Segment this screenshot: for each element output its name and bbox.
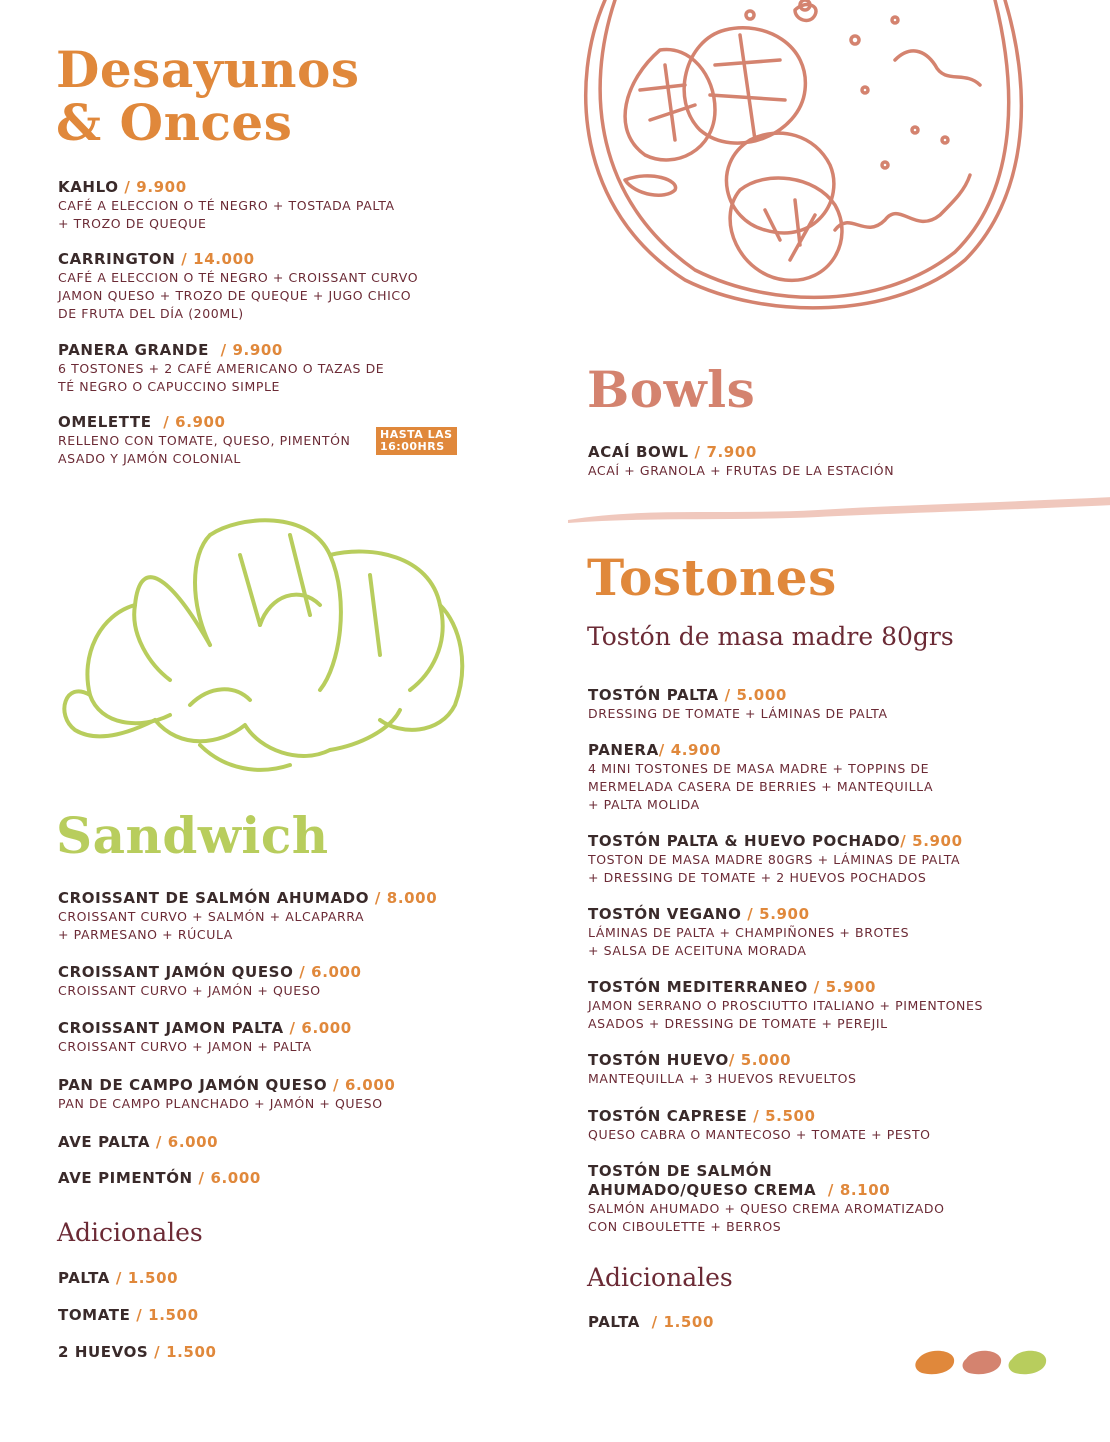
bowls-title: Bowls [587, 360, 756, 419]
item-description: RELLENO CON TOMATE, QUESO, PIMENTÓN ASADO Y JAMÓN COLONIAL [58, 433, 351, 466]
item-description: SALMÓN AHUMADO + QUESO CREMA AROMATIZADO CON CIBOULETTE + BERROS [588, 1201, 945, 1234]
item-description: PAN DE CAMPO PLANCHADO + JAMÓN + QUESO [58, 1096, 383, 1111]
item-description: ACAÍ + GRANOLA + FRUTAS DE LA ESTACIÓN [588, 463, 895, 478]
sandwich-title: Sandwich [56, 806, 329, 865]
item-description: 4 MINI TOSTONES DE MASA MADRE + TOPPINS DE MERMELADA CASERA DE BERRIES + MANTEQUILLA + PALTA MOLIDA [588, 761, 934, 812]
leaf-icons [912, 1345, 1052, 1385]
item-name: PANERA GRANDE [58, 341, 209, 359]
menu-item-kahlo [58, 178, 395, 233]
item-description: CROISSANT CURVO + JAMON + PALTA [58, 1039, 312, 1054]
tostones-title: Tostones [587, 548, 837, 607]
item-description: CROISSANT CURVO + JAMÓN + QUESO [58, 983, 321, 998]
item-name: OMELETTE [58, 413, 152, 431]
item-description: 6 TOSTONES + 2 CAFÉ AMERICANO O TAZAS DE TÉ NEGRO O CAPUCCINO SIMPLE [58, 361, 385, 394]
item-price: / 5.000 [728, 1051, 792, 1069]
addon-palta-right [588, 1313, 714, 1332]
menu-item-croissant-salmon [58, 889, 437, 944]
item-name: CARRINGTON [58, 250, 176, 268]
menu-item-croissant-jamon-queso [58, 963, 362, 1000]
menu-item-toston-vegano [588, 905, 909, 960]
wavy-divider [568, 495, 1110, 525]
item-description: DRESSING DE TOMATE + LÁMINAS DE PALTA [588, 706, 888, 721]
item-price: / 1.500 [651, 1313, 714, 1331]
item-price: / 5.500 [753, 1107, 816, 1125]
item-price: / 8.000 [374, 889, 438, 907]
croissant-illustration [60, 515, 480, 785]
item-price: / 6.000 [333, 1076, 396, 1094]
item-name: PALTA [58, 1269, 110, 1287]
menu-item-ave-palta [58, 1133, 218, 1152]
addon-2-huevos-left [58, 1343, 217, 1362]
hours-badge: HASTA LAS 16:00HRS [376, 427, 457, 455]
item-name: TOMATE [58, 1306, 131, 1324]
item-name: TOSTÓN CAPRESE [588, 1107, 748, 1125]
menu-item-ave-pimenton [58, 1169, 261, 1188]
item-description: CAFÉ A ELECCION O TÉ NEGRO + TOSTADA PALTA + TROZO DE QUEQUE [58, 198, 395, 231]
item-price: / 5.000 [724, 686, 787, 704]
item-description: TOSTON DE MASA MADRE 80GRS + LÁMINAS DE PALTA + DRESSING DE TOMATE + 2 HUEVOS POCHADOS [588, 852, 961, 885]
item-name: CROISSANT JAMÓN QUESO [58, 963, 294, 981]
item-name: CROISSANT JAMON PALTA [58, 1019, 284, 1037]
item-price: / 1.500 [115, 1269, 179, 1287]
item-price: / 6.000 [299, 963, 362, 981]
menu-item-omelette [58, 413, 350, 468]
item-description: QUESO CABRA O MANTECOSO + TOMATE + PESTO [588, 1127, 931, 1142]
item-name: PAN DE CAMPO JAMÓN QUESO [58, 1076, 328, 1094]
menu-item-toston-salmon [588, 1162, 945, 1236]
menu-item-panera [588, 741, 933, 814]
desayunos-title-line1: Desayunos [56, 40, 360, 99]
item-name: CROISSANT DE SALMÓN AHUMADO [58, 889, 370, 907]
item-name: ACAÍ BOWL [588, 443, 689, 461]
menu-item-toston-caprese [588, 1107, 931, 1144]
item-description: LÁMINAS DE PALTA + CHAMPIÑONES + BROTES + SALSA DE ACEITUNA MORADA [588, 925, 910, 958]
item-price: / 1.500 [136, 1306, 199, 1324]
item-name: AVE PIMENTÓN [58, 1169, 193, 1187]
rose-leaf-icon [963, 1351, 1002, 1375]
item-price: / 6.900 [163, 413, 226, 431]
desayunos-title [56, 40, 360, 152]
adicionales-left-title: Adicionales [57, 1218, 203, 1247]
item-price: / 6.000 [289, 1019, 352, 1037]
addon-tomate-left [58, 1306, 199, 1325]
item-name: AVE PALTA [58, 1133, 151, 1151]
item-name: TOSTÓN PALTA [588, 686, 719, 704]
item-price: / 1.500 [154, 1343, 217, 1361]
item-name: TOSTÓN HUEVO [588, 1051, 729, 1069]
adicionales-right-title: Adicionales [587, 1263, 733, 1292]
menu-item-toston-huevo [588, 1051, 857, 1088]
item-name: TOSTÓN PALTA & HUEVO POCHADO [588, 832, 901, 850]
item-description: JAMON SERRANO O PROSCIUTTO ITALIANO + PIMENTONES ASADOS + DRESSING DE TOMATE + PEREJIL [588, 998, 984, 1031]
bowl-illustration [565, 0, 1035, 320]
tostones-subtitle: Tostón de masa madre 80grs [587, 622, 954, 651]
item-name: TOSTÓN MEDITERRANEO [588, 978, 808, 996]
item-price: / 5.900 [747, 905, 810, 923]
menu-item-croissant-jamon-palta [58, 1019, 352, 1056]
item-name: TOSTÓN VEGANO [588, 905, 742, 923]
addon-palta-left [58, 1269, 178, 1288]
item-price: / 6.000 [198, 1169, 261, 1187]
item-name: PALTA [588, 1313, 640, 1331]
item-price: / 5.900 [900, 832, 963, 850]
desayunos-title-line2: & Onces [56, 92, 293, 152]
item-description: CROISSANT CURVO + SALMÓN + ALCAPARRA + PARMESANO + RÚCULA [58, 909, 365, 942]
item-description: CAFÉ A ELECCION O TÉ NEGRO + CROISSANT CURVO JAMON QUESO + TROZO DE QUEQUE + JUGO CHICO DE FRUTA DEL DÍA (200ML) [58, 270, 419, 321]
item-name-line1: TOSTÓN DE SALMÓN [588, 1162, 773, 1180]
menu-item-toston-mediterraneo [588, 978, 983, 1033]
green-leaf-icon [1009, 1351, 1047, 1375]
item-price: / 8.100 [827, 1181, 891, 1199]
item-price: / 9.900 [220, 341, 283, 359]
item-name: 2 HUEVOS [58, 1343, 149, 1361]
item-price: / 9.900 [124, 178, 187, 196]
item-name: AHUMADO/QUESO CREMA [588, 1181, 817, 1199]
item-name: KAHLO [58, 178, 119, 196]
item-price: / 7.900 [694, 443, 757, 461]
item-description: MANTEQUILLA + 3 HUEVOS REVUELTOS [588, 1071, 857, 1086]
menu-item-pan-de-campo [58, 1076, 395, 1113]
item-price: / 14.000 [181, 250, 255, 268]
item-price: / 6.000 [155, 1133, 219, 1151]
menu-item-toston-palta [588, 686, 888, 723]
menu-item-carrington [58, 250, 418, 323]
menu-item-toston-palta-huevo [588, 832, 963, 887]
item-price: / 5.900 [813, 978, 877, 996]
menu-item-panera-grande [58, 341, 384, 396]
item-name: PANERA [588, 741, 659, 759]
item-price: / 4.900 [658, 741, 722, 759]
orange-leaf-icon [915, 1351, 954, 1375]
menu-item-acai-bowl [588, 443, 894, 480]
